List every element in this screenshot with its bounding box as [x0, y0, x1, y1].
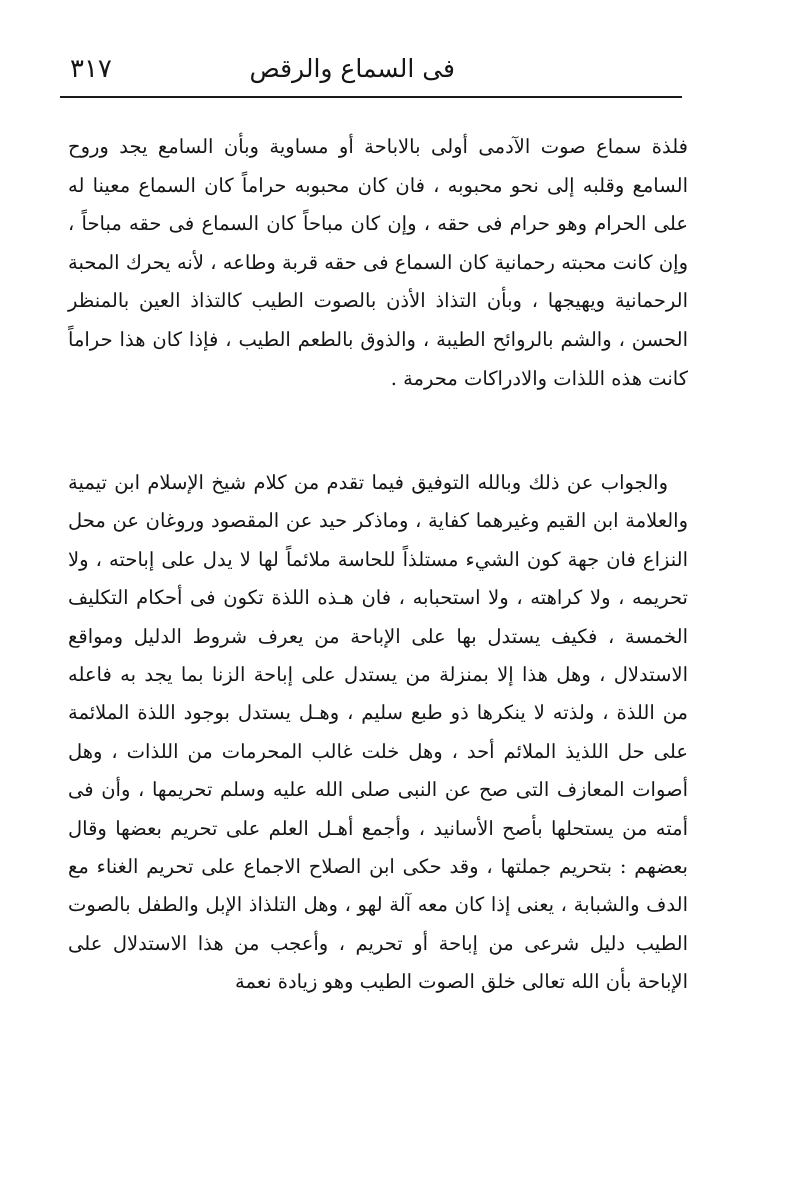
page-number: ٣١٧ — [70, 54, 112, 84]
paragraph-1: فلذة سماع صوت الآدمى أولى بالاباحة أو مساوية وبأن السامع يجد وروح السامع وقلبه إلى نحو محبوبه ، فان كان محبوبه حراماً كان السماع معينا له على الحرام وهو حرام فى حقه ، وإن كان مباحاً كان السماع فى حقه مباحاً ، وإن كانت محبته رحمانية كان السماع فى حقه قربة وطاعه ، لأنه يحرك المحبة الرحمانية ويهيجها ، وبأن التذاذ الأذن بالصوت الطيب كالتذاذ العين بالمنظر الحسن ، والشم بالروائح الطيبة ، والذوق بالطعم الطيب ، فإذا كان هذا حراماً كانت هذه اللذات والادراكات محرمة . — [68, 135, 688, 390]
running-title: فى السماع والرقص — [249, 54, 455, 83]
paragraph-2: والجواب عن ذلك وبالله التوفيق فيما تقدم من كلام شيخ الإسلام ابن تيمية والعلامة ابن القيم وغيرهما كفاية ، وماذكر حيد عن المقصود وروغان عن محل النزاع فان جهة كون الشيء مستلذاً للحاسة ملائماً لها لا يدل على إباحته ، ولا تحريمه ، ولا كراهته ، ولا استحبابه ، فان هـذه اللذة تكون فى أحكام التكليف الخمسة ، فكيف يستدل بها على الإباحة من يعرف شروط الدليل ومواقع الاستدلال ، وهل هذا إلا بمنزلة من يستدل على إباحة الزنا بما يجد به فاعله من اللذة ، ولذته لا ينكرها ذو طبع سليم ، وهـل يستدل بوجود اللذة الملائمة على حل اللذيذ الملائم أحد ، وهل خلت غالب المحرمات من اللذات ، وهل أصوات المعازف التى صح عن النبى صلى الله عليه وسلم تحريمها ، وأن فى أمته من يستحلها بأصح الأسانيد ، وأجمع أهـل العلم على تحريم بعضها وقال بعضهم : بتحريم جملتها ، وقد حكى ابن الصلاح الاجماع على تحريم الغناء مع الدف والشبابة ، يعنى إذا كان معه آلة لهو ، وهل التلذاذ الإبل والطفل بالصوت الطيب دليل شرعى من إباحة أو تحريم ، وأعجب من هذا الاستدلال على الإباحة بأن الله تعالى خلق الصوت الطيب وهو زيادة نعمة — [68, 471, 688, 994]
page-header — [60, 46, 680, 98]
header-rule — [60, 96, 682, 98]
